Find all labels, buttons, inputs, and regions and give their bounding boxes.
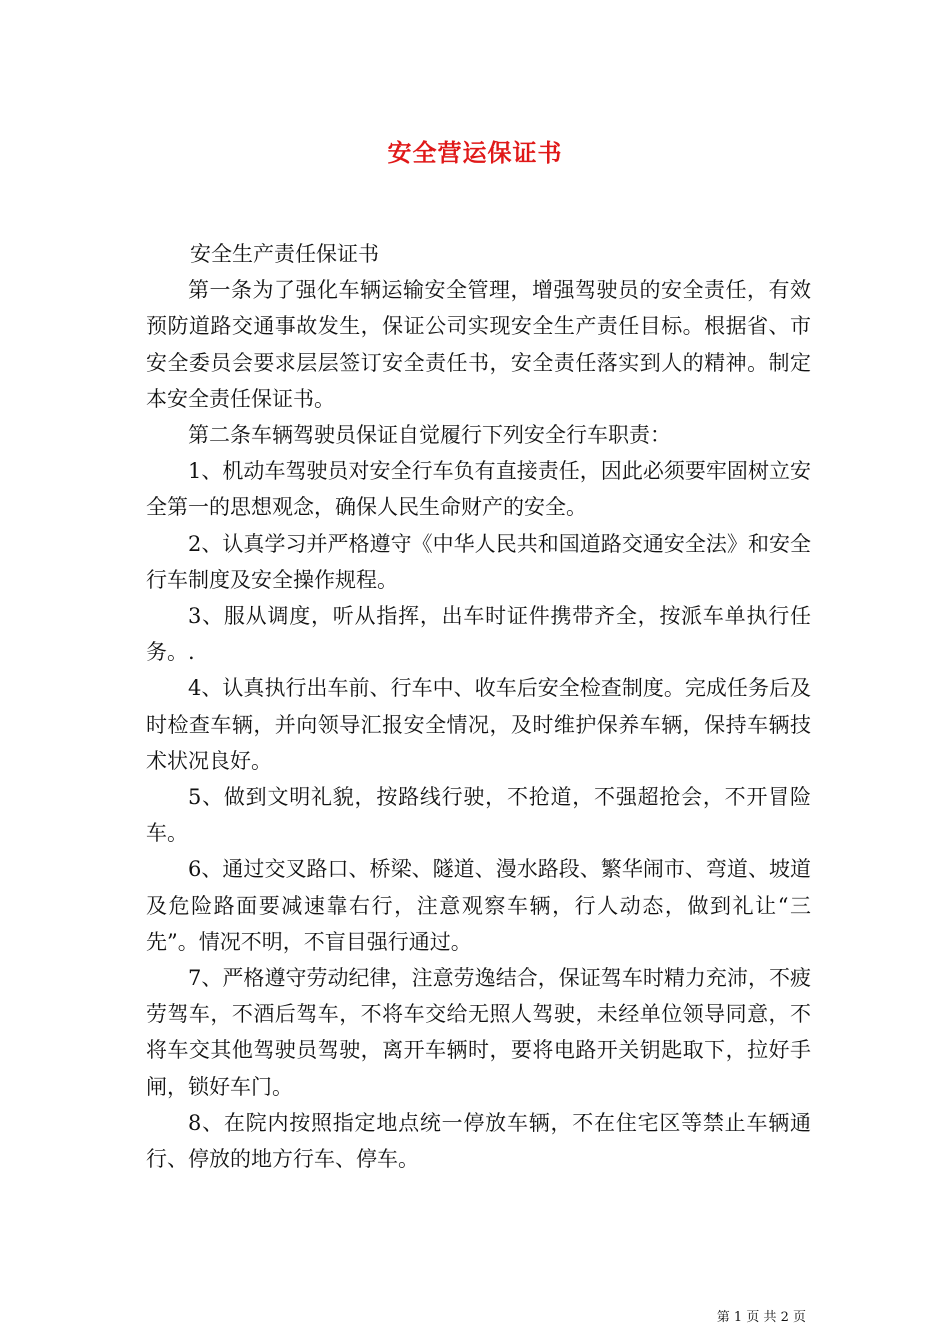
document-subtitle: 安全生产责任保证书 <box>190 242 379 266</box>
paragraph-item-5: 5、做到文明礼貌，按路线行驶，不抢道，不强超抢会，不开冒险车。 <box>146 785 811 846</box>
paragraph-item-6: 6、通过交叉路口、桥梁、隧道、漫水路段、繁华闹市、弯道、坡道及危险路面要减速靠右行，注意观察车辆，行人动态，做到礼让“三先”。情况不明，不盲目强行通过。 <box>146 857 811 954</box>
document-title: 安全营运保证书 <box>387 138 563 167</box>
paragraph-item-4: 4、认真执行出车前、行车中、收车后安全检查制度。完成任务后及时检查车辆，并向领导汇报安全情况，及时维护保养车辆，保持车辆技术状况良好。 <box>146 676 811 773</box>
paragraph-item-3: 3、服从调度，听从指挥，出车时证件携带齐全，按派车单执行任务。. <box>146 604 811 665</box>
paragraph-item-8: 8、在院内按照指定地点统一停放车辆，不在住宅区等禁止车辆通行、停放的地方行车、停车。 <box>146 1110 811 1172</box>
page-indicator: 第 1 页 共 2 页 <box>716 1310 806 1325</box>
paragraph-item-2: 2、认真学习并严格遵守《中华人民共和国道路交通安全法》和安全行车制度及安全操作规程。 <box>146 531 811 592</box>
document-body <box>146 236 811 1177</box>
paragraph-article-2: 第二条车辆驾驶员保证自觉履行下列安全行车职责： <box>188 423 671 448</box>
paragraph-item-7: 7、严格遵守劳动纪律，注意劳逸结合，保证驾车时精力充沛，不疲劳驾车，不酒后驾车，不将车交给无照人驾驶，未经单位领导同意，不将车交其他驾驶员驾驶，离开车辆时，要将电路开关钥匙取下，拉好手闸，锁好车门。 <box>146 966 811 1099</box>
paragraph-item-1: 1、机动车驾驶员对安全行车负有直接责任，因此必须要牢固树立安全第一的思想观念，确保人民生命财产的安全。 <box>146 459 811 520</box>
paragraph-article-1: 第一条为了强化车辆运输安全管理，增强驾驶员的安全责任，有效预防道路交通事故发生，保证公司实现安全生产责任目标。根据省、市安全委员会要求层层签订安全责任书，安全责任落实到人的精神。制定本安全责任保证书。 <box>146 278 811 411</box>
